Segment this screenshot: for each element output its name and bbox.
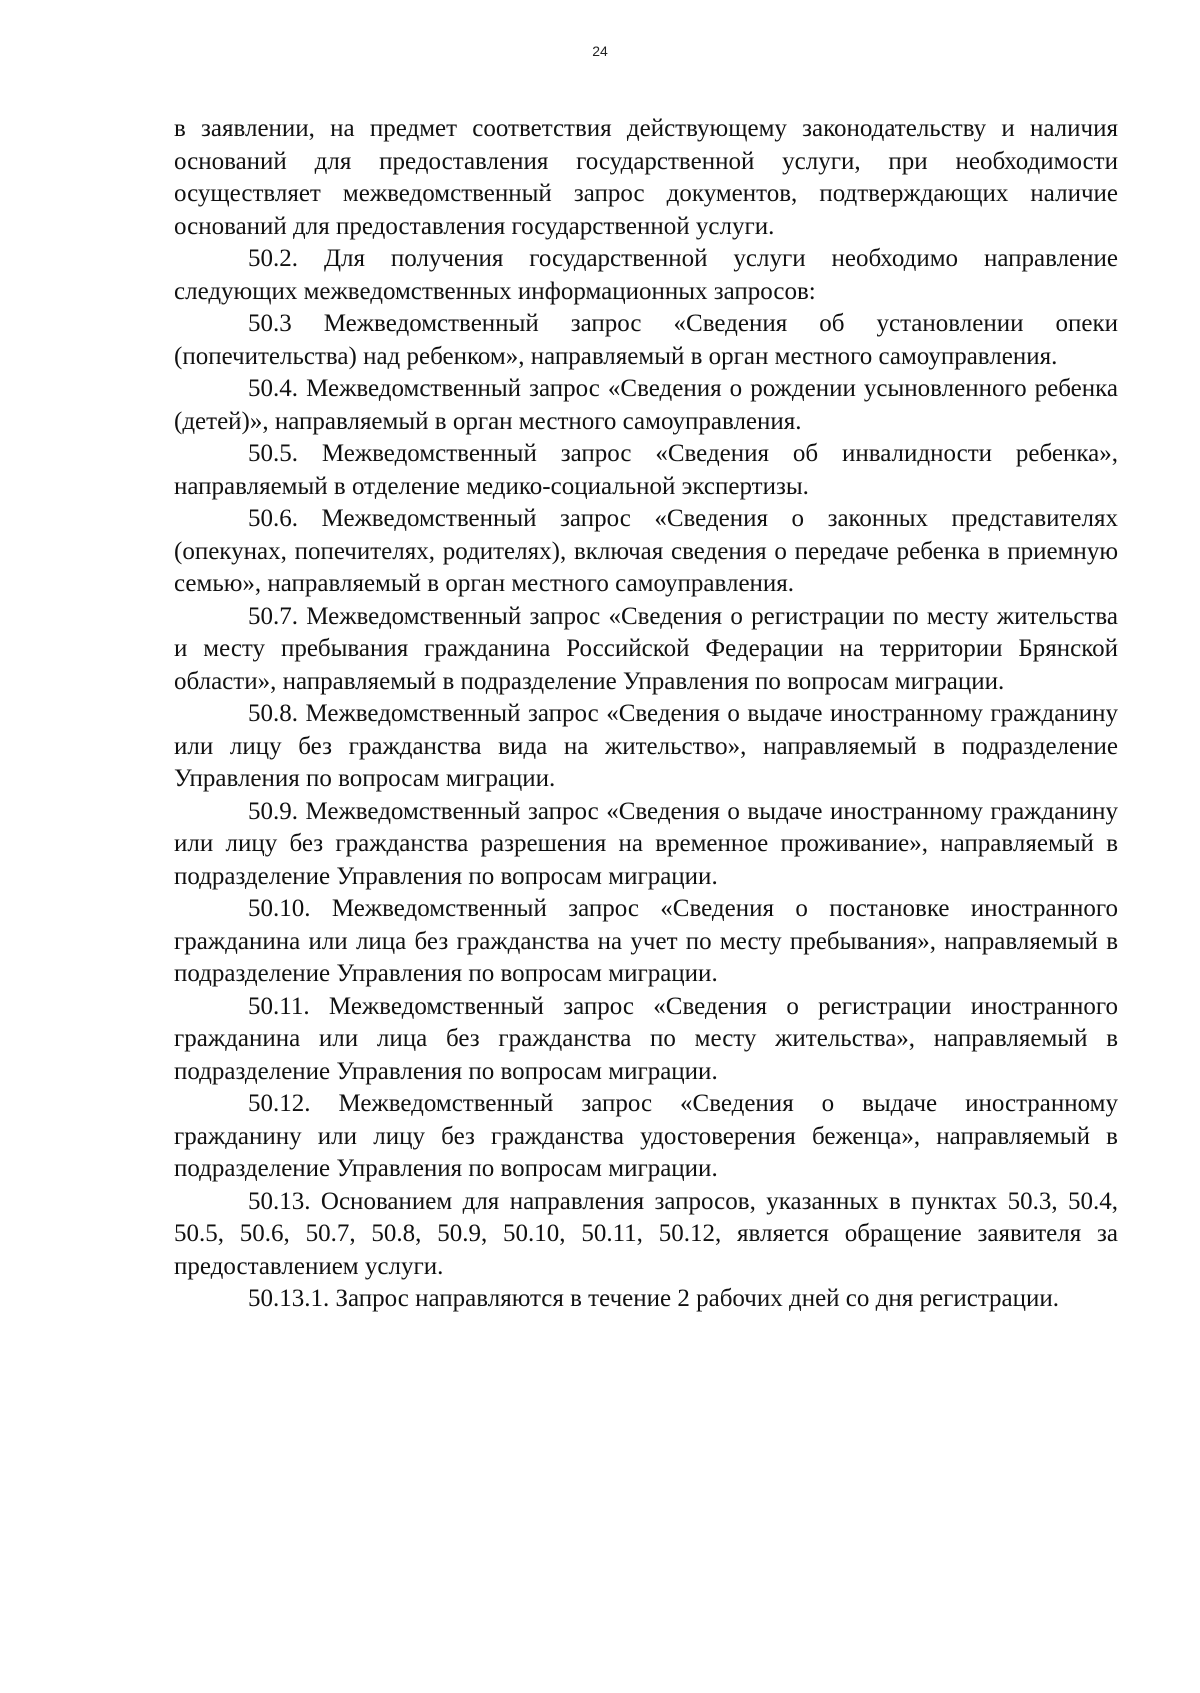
paragraph-intro: в заявлении, на предмет соответствия действующему законодательству и наличия оснований для предоставления государственной услуги, при необходимости осуществляет межведомственный запрос документов, подтверждающих наличие оснований для предоставления государственной услуги. <box>174 115 1118 240</box>
paragraph-50-8: 50.8. Межведомственный запрос «Сведения о выдаче иностранному гражданину или лицу без гражданства вида на жительство», направляемый в подразделение Управления по вопросам миграции. <box>174 700 1118 792</box>
paragraph-50-5: 50.5. Межведомственный запрос «Сведения об инвалидности ребенка», направляемый в отделение медико-социальной экспертизы. <box>174 440 1118 500</box>
page-number: 24 <box>592 43 608 59</box>
paragraph-50-10: 50.10. Межведомственный запрос «Сведения о постановке иностранного гражданина или лица без гражданства на учет по месту пребывания», направляемый в подразделение Управления по вопросам миграции. <box>174 895 1118 987</box>
paragraph-50-9: 50.9. Межведомственный запрос «Сведения о выдаче иностранному гражданину или лицу без гражданства разрешения на временное проживание», направляемый в подразделение Управления по вопросам миграции. <box>174 797 1118 890</box>
paragraph-50-13-1: 50.13.1. Запрос направляются в течение 2 рабочих дней со дня регистрации. <box>248 1285 1060 1312</box>
paragraph-50-13: 50.13. Основанием для направления запросов, указанных в пунктах 50.3, 50.4, 50.5, 50.6, 50.7, 50.8, 50.9, 50.10, 50.11, 50.12, является обращение заявителя за предоставлением услуги. <box>174 1187 1118 1280</box>
paragraph-50-7: 50.7. Межведомственный запрос «Сведения о регистрации по месту жительства и месту пребывания гражданина Российской Федерации на территории Брянской области», направляемый в подразделение Управления по вопросам миграции. <box>174 602 1118 695</box>
paragraph-50-4: 50.4. Межведомственный запрос «Сведения о рождении усыновленного ребенка (детей)», направляемый в орган местного самоуправления. <box>174 375 1118 435</box>
paragraph-50-6: 50.6. Межведомственный запрос «Сведения о законных представителях (опекунах, попечителях, родителях), включая сведения о передаче ребенка в приемную семью», направляемый в орган местного самоуправления. <box>174 505 1118 597</box>
paragraph-50-12: 50.12. Межведомственный запрос «Сведения о выдаче иностранному гражданину или лицу без гражданства удостоверения беженца», направляемый в подразделение Управления по вопросам миграции. <box>174 1090 1118 1182</box>
document-body <box>174 113 1118 1316</box>
paragraph-50-3: 50.3 Межведомственный запрос «Сведения об установлении опеки (попечительства) над ребенком», направляемый в орган местного самоуправления. <box>174 310 1118 370</box>
paragraph-50-2: 50.2. Для получения государственной услуги необходимо направление следующих межведомственных информационных запросов: <box>174 245 1118 305</box>
paragraph-50-11: 50.11. Межведомственный запрос «Сведения о регистрации иностранного гражданина или лица без гражданства по месту жительства», направляемый в подразделение Управления по вопросам миграции. <box>174 992 1118 1085</box>
